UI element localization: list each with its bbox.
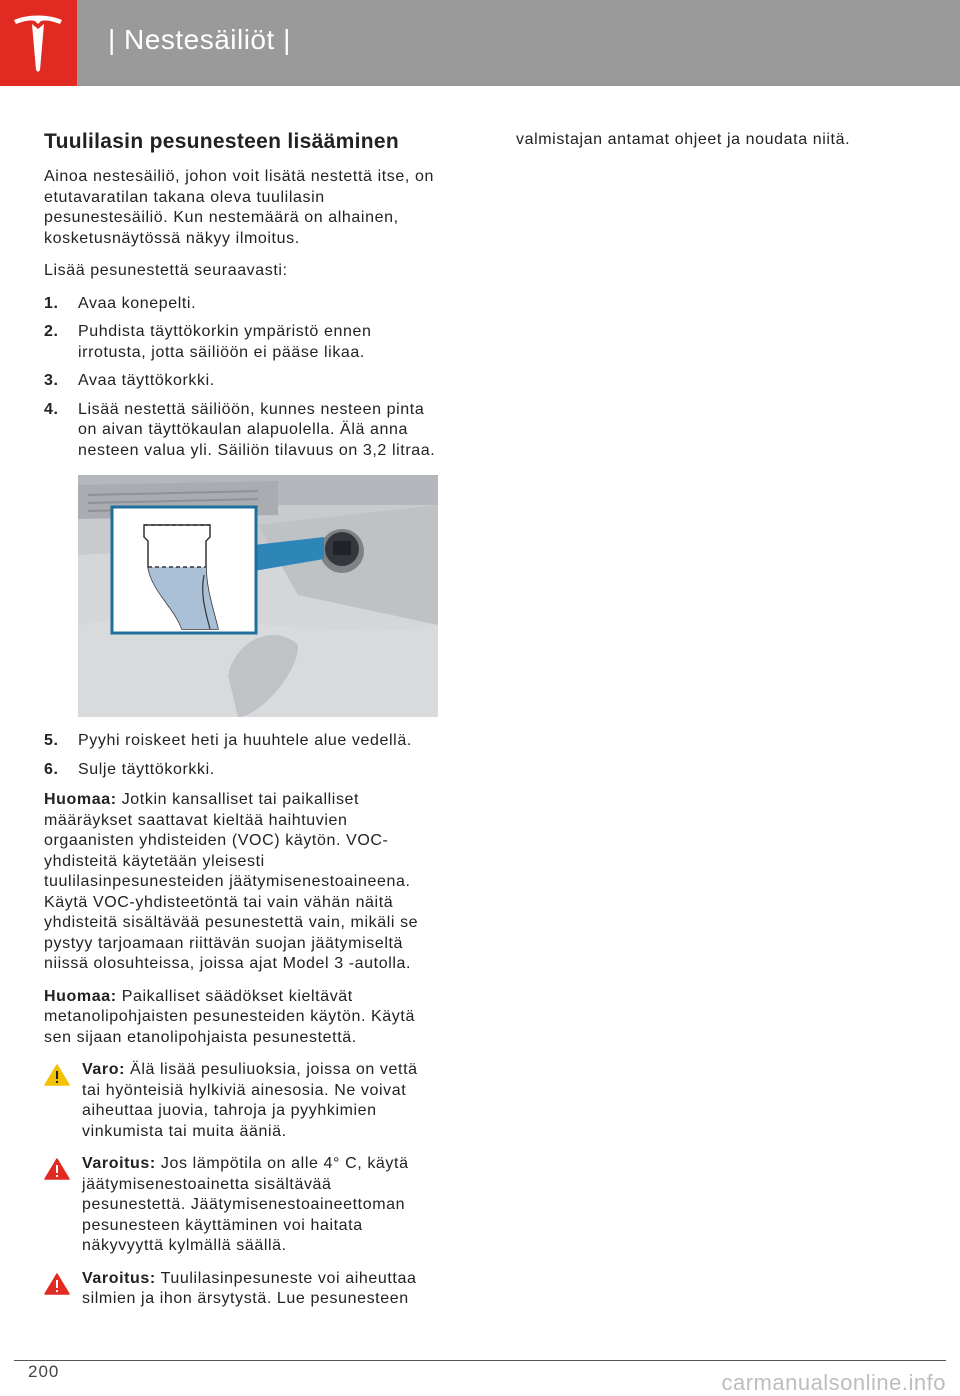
washer-reservoir-illustration — [78, 475, 438, 717]
footer-divider — [14, 1360, 946, 1361]
page-heading: Tuulilasin pesunesteen lisääminen — [44, 130, 399, 153]
list-item: 2. Puhdista täyttökorkin ympäristö ennen irrotusta, jotta säiliöön ei pääse likaa. — [44, 323, 372, 361]
list-item: 4. Lisää nestettä säiliöön, kunnes nesteen pinta on aivan täyttökaulan alapuolella. Älä anna nesteen valua yli. Säiliön tilavuus on 3,2 litraa. — [44, 400, 436, 459]
watermark: carmanualsonline.info — [721, 1370, 946, 1395]
continued-paragraph: valmistajan antamat ohjeet ja noudata niitä. — [516, 131, 851, 148]
section-title: | Nestesäiliöt | — [108, 24, 291, 55]
caution-icon — [44, 1064, 70, 1086]
warning-icon — [44, 1158, 70, 1180]
note-methanol: Huomaa: Paikalliset säädökset kieltävät metanolipohjaisten pesunesteiden käytön. Käytä sen sijaan etanolipohjaista pesunestettä. — [44, 987, 415, 1046]
list-item: 3. Avaa täyttökorkki. — [44, 372, 215, 390]
list-item: 6. Sulje täyttökorkki. — [44, 760, 215, 778]
lead-paragraph: Lisää pesunestettä seuraavasti: — [44, 262, 288, 280]
list-item: 1. Avaa konepelti. — [44, 294, 197, 312]
steps-list-b — [44, 731, 440, 780]
tesla-logo — [0, 0, 77, 86]
left-column — [44, 128, 440, 1322]
list-item: 5. Pyyhi roiskeet heti ja huuhtele alue vedellä. — [44, 732, 412, 750]
warning-box-temperature: Varoitus: Jos lämpötila on alle 4° C, käytä jäätymisenestoainetta sisältävää pesunestettä. Jäätymisenestoaineettoman pesunesteen käyttäminen voi haitata näkyvyyttä kylmällä säällä. — [44, 1154, 440, 1257]
right-column — [516, 128, 876, 163]
tesla-logo-icon — [10, 14, 66, 72]
intro-paragraph: Ainoa nestesäiliö, johon voit lisätä nestettä itse, on etutavaratilan takana oleva tuulilasin pesunestesäiliö. Kun nestemäärä on alhainen, kosketusnäytössä näkyy ilmoitus. — [44, 168, 434, 247]
steps-list-a — [44, 294, 440, 462]
caution-box: Varo: Älä lisää pesuliuoksia, joissa on vettä tai hyönteisiä hylkiviä ainesosia. Ne voivat aiheuttaa juovia, tahroja ja pyyhkimien vinkumista tai muita ääniä. — [44, 1060, 440, 1142]
note-voc: Huomaa: Jotkin kansalliset tai paikalliset määräykset saattavat kieltää haihtuvien orgaanisten yhdisteiden (VOC) käytön. VOC-yhdisteitä käytetään yleisesti tuulilasinpesunesteiden jäätymisenestoaineena. Käytä VOC-yhdisteetöntä tai vain vähän näitä yhdisteitä sisältävää pesunestettä vain, mikäli se pystyy tarjoamaan riittävän suojan jäätymiseltä niissä olosuhteissa, joissa ajat Model 3 -autolla. — [44, 791, 419, 973]
page-header — [0, 0, 960, 86]
warning-icon — [44, 1273, 70, 1295]
page-number: 200 — [28, 1362, 60, 1381]
warning-box-irritation: Varoitus: Tuulilasinpesuneste voi aiheuttaa silmien ja ihon ärsytystä. Lue pesunesteen — [44, 1269, 440, 1310]
